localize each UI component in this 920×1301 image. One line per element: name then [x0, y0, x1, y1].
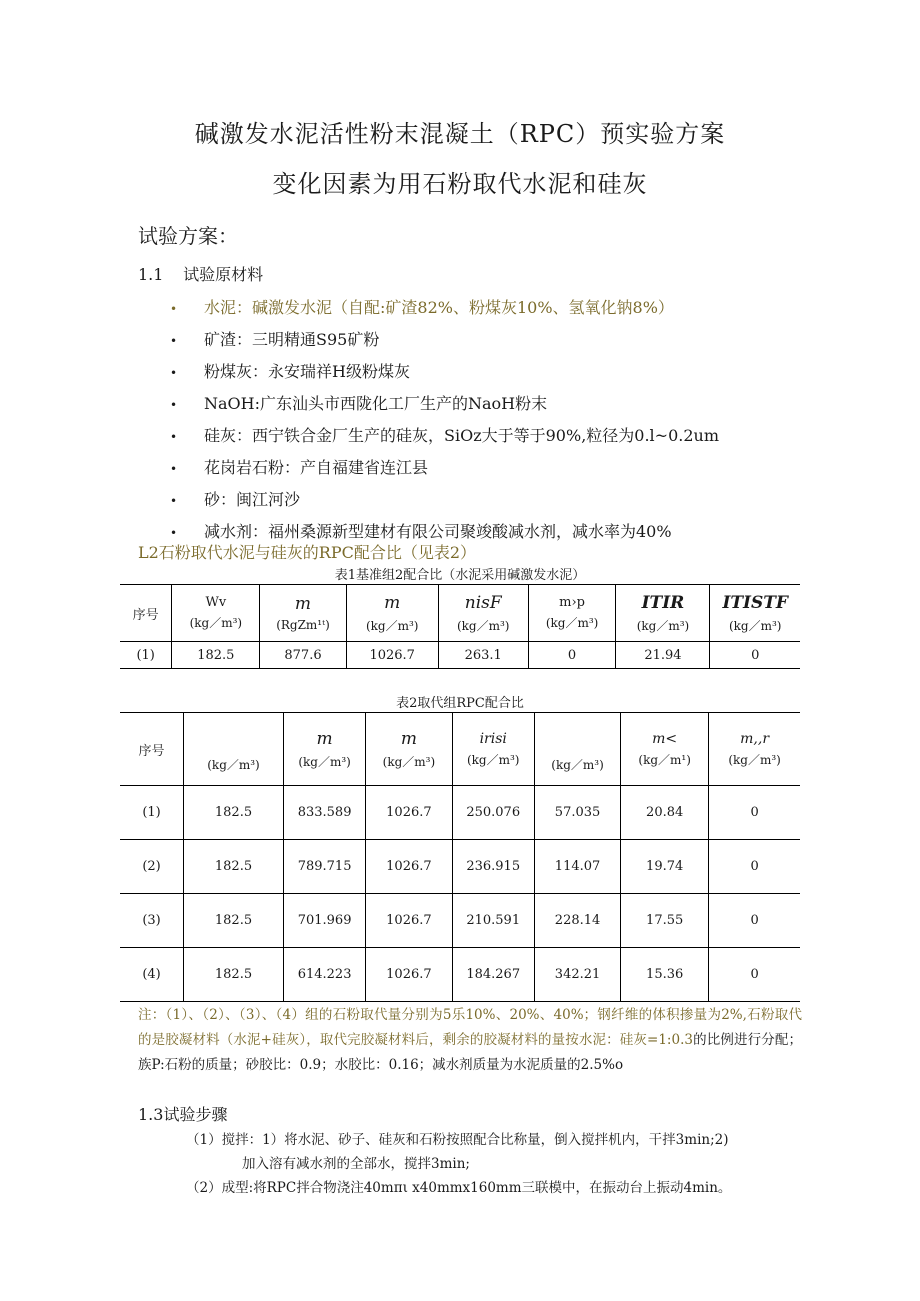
- materials-list: [170, 292, 719, 548]
- header-unit: (kg／m³): [466, 752, 520, 767]
- table-row: [120, 786, 800, 840]
- materials-label: 试验原材料: [183, 265, 264, 284]
- table-cell: (4): [120, 948, 184, 1002]
- header-unit: (RgZm¹ᵗ): [276, 618, 330, 632]
- list-item-text: 砂：闽江河沙: [204, 490, 301, 509]
- header-symbol: nisF: [464, 592, 502, 613]
- table-cell: 614.223: [283, 948, 365, 1002]
- table-cell: 228.14: [534, 894, 620, 948]
- table-cell: 1026.7: [366, 840, 452, 894]
- table-cell: 0: [709, 948, 800, 1002]
- bullet-icon: •: [170, 334, 178, 348]
- header-symbol: ITISTF: [722, 592, 788, 613]
- table-cell: 17.55: [621, 894, 709, 948]
- header-unit: (kg／m³): [728, 752, 781, 767]
- header-cell: [709, 713, 800, 786]
- list-item-text: 花岗岩石粉：产自福建省连江县: [204, 458, 429, 477]
- header-symbol: 序号: [138, 743, 165, 759]
- bullet-icon: •: [170, 366, 178, 380]
- bullet-icon: •: [170, 430, 178, 444]
- table-cell: 1026.7: [366, 894, 452, 948]
- header-cell: [534, 713, 620, 786]
- table-cell: 182.5: [184, 840, 284, 894]
- table-cell: 19.74: [621, 840, 709, 894]
- header-unit: (kg／m³): [551, 757, 604, 772]
- table-cell: 263.1: [438, 642, 528, 669]
- table-row: [120, 642, 800, 669]
- header-cell: [528, 585, 616, 642]
- table-cell: 0: [528, 642, 616, 669]
- table-cell: 15.36: [621, 948, 709, 1002]
- list-item: [170, 324, 719, 356]
- header-unit: (kg／m³): [382, 754, 436, 769]
- header-cell: [452, 713, 534, 786]
- header-cell: [366, 713, 452, 786]
- header-unit: (kg／m³): [207, 757, 260, 772]
- table-cell: 210.591: [452, 894, 534, 948]
- header-cell: [616, 585, 710, 642]
- list-item-text: 水泥：碱激发水泥（自配:矿渣82%、粉煤灰10%、氢氧化钠8%）: [204, 298, 674, 317]
- table-row: [120, 948, 800, 1002]
- table-cell: 342.21: [534, 948, 620, 1002]
- table-cell: 701.969: [283, 894, 365, 948]
- mix-table-baseline: [120, 584, 800, 669]
- header-unit: (kg／m³): [636, 618, 690, 633]
- list-item: [170, 484, 719, 516]
- header-cell: [120, 713, 184, 786]
- header-cell: [621, 713, 709, 786]
- header-unit: (kg／m¹): [638, 752, 691, 767]
- list-item: [170, 356, 719, 388]
- header-unit: (kg／m³): [298, 754, 351, 769]
- header-symbol: irisi: [479, 730, 507, 747]
- table-cell: 0: [709, 840, 800, 894]
- table-cell: (1): [120, 786, 184, 840]
- header-unit: (kg／m³): [728, 618, 782, 633]
- header-cell: [438, 585, 528, 642]
- note-text: 的比例进行分配；族P:石粉的质量；砂胶比：0.9；水胶比：0.16；减水剂质量为水泥质量的2.5%o: [138, 1032, 802, 1073]
- table2-caption: 表2取代组RPC配合比: [396, 696, 524, 711]
- table-cell: 250.076: [452, 786, 534, 840]
- table-cell: 20.84: [621, 786, 709, 840]
- table-header-row: [120, 585, 800, 642]
- table-cell: 789.715: [283, 840, 365, 894]
- table-note: [138, 1003, 802, 1078]
- header-cell: [283, 713, 365, 786]
- table-cell: 1026.7: [366, 786, 452, 840]
- header-symbol: m›p: [559, 595, 585, 610]
- table-cell: 182.5: [184, 948, 284, 1002]
- table-cell: 184.267: [452, 948, 534, 1002]
- list-item: [170, 388, 719, 420]
- header-cell: [120, 585, 172, 642]
- header-unit: (kg／m³): [189, 616, 243, 630]
- section-heading: 试验方案：: [138, 224, 238, 248]
- step-mixing-continued: 加入溶有减水剂的全部水，搅拌3min;: [242, 1156, 470, 1172]
- table1-caption: 表1基准组2配合比（水泥采用碱激发水泥）: [334, 568, 586, 583]
- list-item-text: NaOH:广东汕头市西陇化工厂生产的NaoH粉末: [204, 394, 548, 413]
- list-item-text: 减水剂：福州桑源新型建材有限公司聚竣酸减水剂，减水率为40%: [204, 522, 672, 541]
- header-symbol: m,,r: [740, 730, 770, 747]
- bullet-icon: •: [170, 494, 178, 508]
- table-cell: 0: [709, 894, 800, 948]
- header-symbol: 序号: [132, 607, 159, 623]
- table-cell: 182.5: [184, 894, 284, 948]
- table-cell: 0: [709, 786, 800, 840]
- table-cell: 57.035: [534, 786, 620, 840]
- table-cell: 1026.7: [346, 642, 438, 669]
- header-symbol: m: [384, 592, 401, 613]
- document-subtitle: 变化因素为用石粉取代水泥和硅灰: [272, 170, 648, 198]
- list-item: [170, 292, 719, 324]
- table-cell: 114.07: [534, 840, 620, 894]
- header-symbol: Wv: [205, 595, 227, 610]
- list-item: [170, 420, 719, 452]
- section-1-3-heading: 1.3试验步骤: [138, 1105, 228, 1124]
- header-cell: [260, 585, 346, 642]
- header-cell: [184, 713, 284, 786]
- table-cell: 877.6: [260, 642, 346, 669]
- header-symbol: ITIR: [641, 592, 685, 613]
- document-title: 碱激发水泥活性粉末混凝土（RPC）预实验方案: [194, 120, 726, 148]
- header-symbol: m: [316, 728, 333, 749]
- section-1-2-heading: L2石粉取代水泥与硅灰的RPC配合比（见表2）: [138, 543, 477, 562]
- list-item-text: 矿渣：三明精通S95矿粉: [204, 330, 380, 349]
- list-item-text: 硅灰：西宁铁合金厂生产的硅灰，SiOz大于等于90%,粒径为0.l~0.2um: [204, 426, 719, 445]
- table-cell: 182.5: [184, 786, 284, 840]
- table-cell: 21.94: [616, 642, 710, 669]
- table-cell: (1): [136, 647, 155, 663]
- table-cell: 1026.7: [366, 948, 452, 1002]
- table-cell: 236.915: [452, 840, 534, 894]
- mix-table-replacement: [120, 712, 800, 1002]
- header-cell: [710, 585, 800, 642]
- table-cell: 0: [710, 642, 800, 669]
- table-header-row: [120, 713, 800, 786]
- table-cell: (3): [120, 894, 184, 948]
- header-unit: (kg／m³): [456, 618, 510, 633]
- header-cell: [172, 585, 260, 642]
- table-cell: (2): [120, 840, 184, 894]
- header-symbol: m: [294, 594, 312, 614]
- step-forming: （2）成型:将RPC拌合物浇注40mπι x40mmx160mm三联模中，在振动台上振动4min。: [186, 1180, 732, 1196]
- bullet-icon: •: [170, 302, 178, 316]
- bullet-icon: •: [170, 462, 178, 476]
- bullet-icon: •: [170, 526, 178, 540]
- list-item: [170, 452, 719, 484]
- table-row: [120, 894, 800, 948]
- header-cell: [346, 585, 438, 642]
- table-cell: 182.5: [172, 642, 260, 669]
- header-symbol: m<: [652, 730, 678, 747]
- note-highlight: 注：（1）、（2）、（3）、（4）组的石粉取代量分别为5乐10%、20%、40%；钢纤维的体积掺量为2%,石粉取代的是胶凝材料（水泥+硅灰），取代完胶凝材料后，剩余的胶凝材料的量按水泥：硅灰=1:0.3: [138, 1007, 802, 1048]
- step-mixing: （1）搅拌：1）将水泥、砂子、硅灰和石粉按照配合比称量，倒入搅拌机内，干拌3min;2): [186, 1132, 729, 1148]
- materials-heading: [138, 262, 263, 285]
- header-unit: (kg／m³): [365, 618, 419, 633]
- list-item-text: 粉煤灰：永安瑞祥H级粉煤灰: [204, 362, 410, 381]
- table-cell: 833.589: [283, 786, 365, 840]
- header-unit: (kg／m³): [545, 616, 599, 630]
- bullet-icon: •: [170, 398, 178, 412]
- table-row: [120, 840, 800, 894]
- header-symbol: m: [400, 728, 417, 749]
- materials-number: 1.1: [138, 265, 164, 284]
